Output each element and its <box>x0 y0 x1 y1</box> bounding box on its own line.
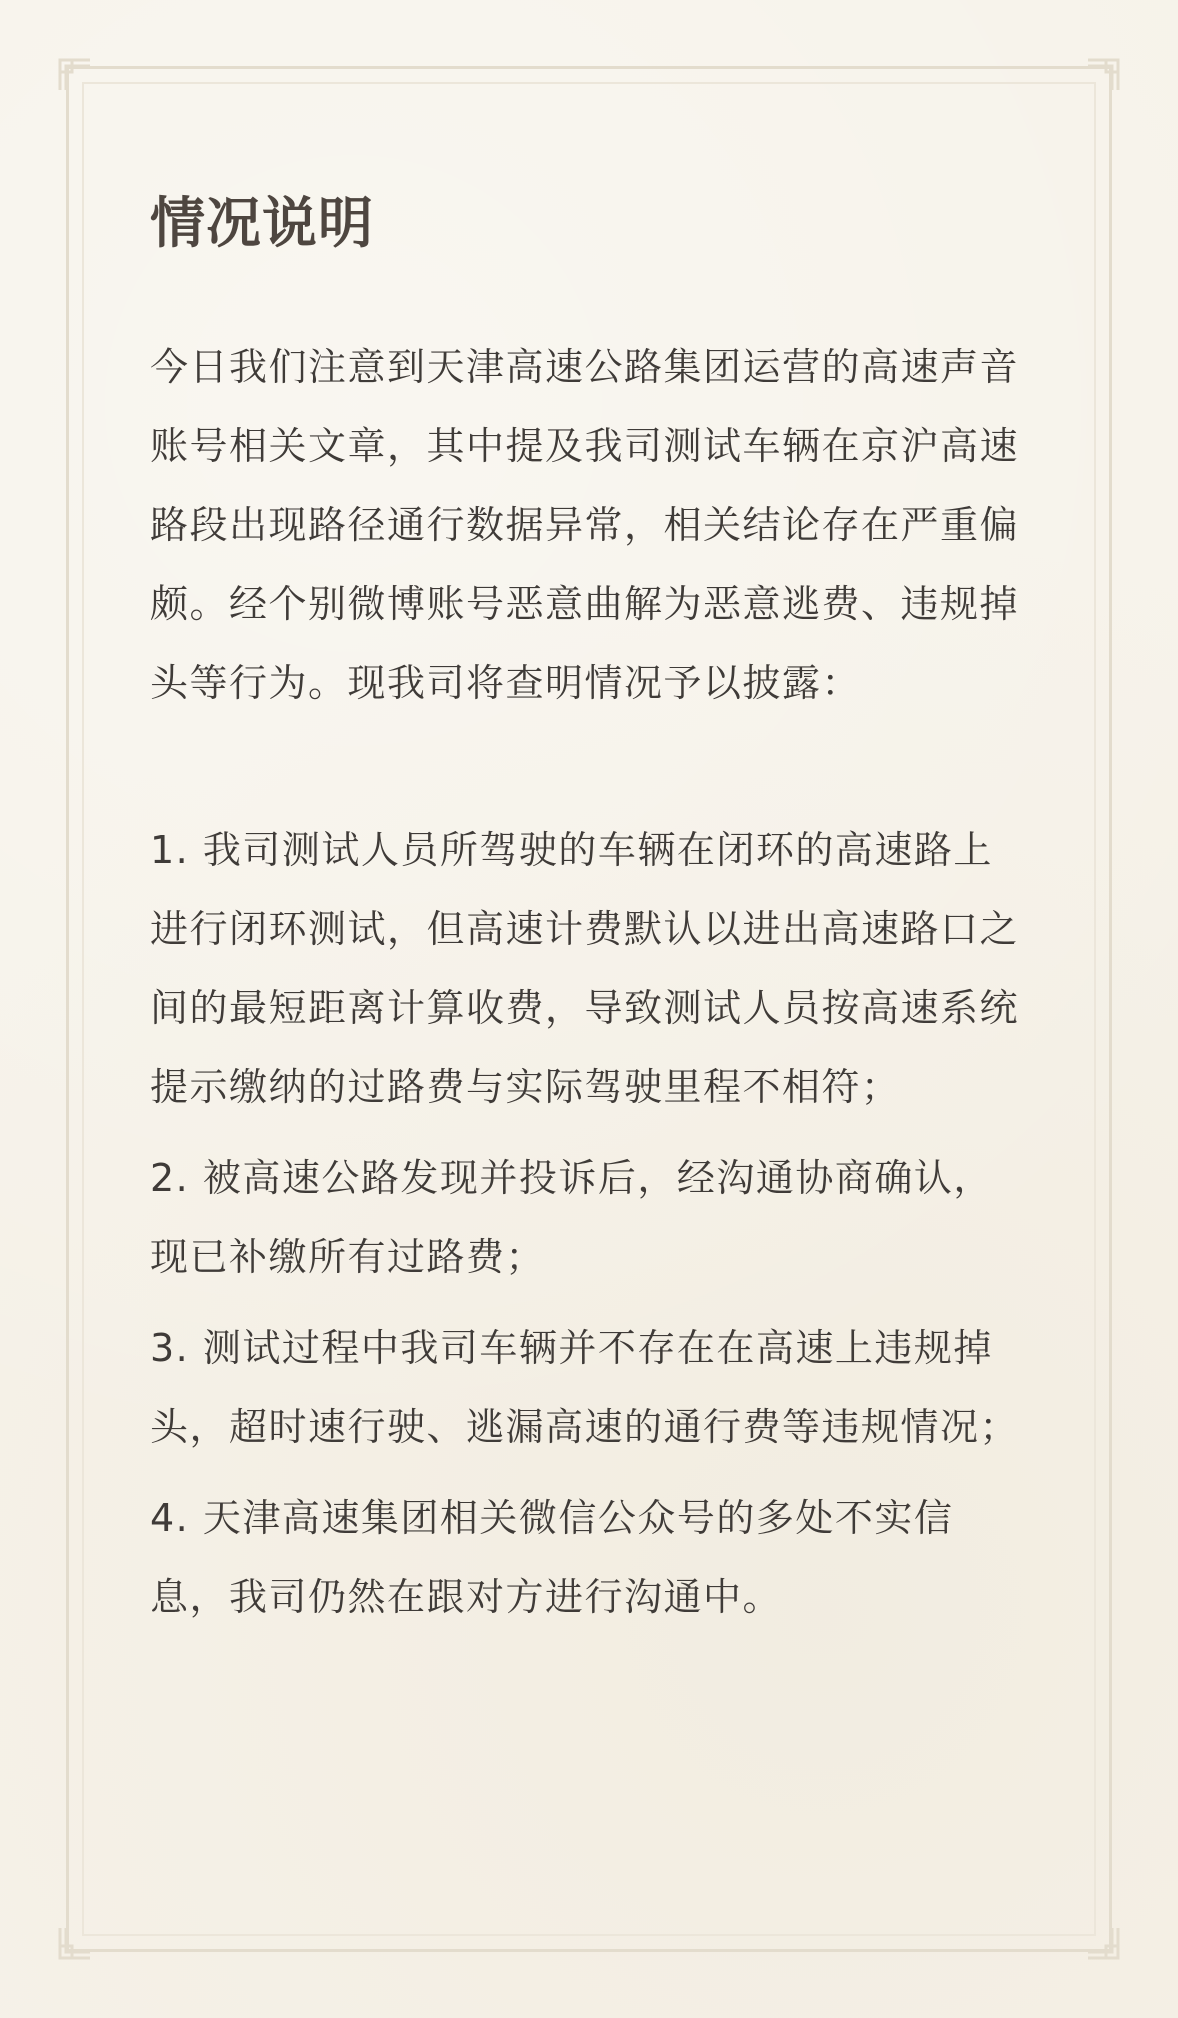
statement-item-1: 1. 我司测试人员所驾驶的车辆在闭环的高速路上进行闭环测试，但高速计费默认以进出高速路口之间的最短距离计算收费，导致测试人员按高速系统提示缴纳的过路费与实际驾驶里程不相符； <box>150 828 1020 1109</box>
corner-ornament-top-right-icon <box>1086 58 1120 92</box>
statement-intro-paragraph: 今日我们注意到天津高速公路集团运营的高速声音账号相关文章，其中提及我司测试车辆在京沪高速路段出现路径通行数据异常，相关结论存在严重偏颇。经个别微博账号恶意曲解为恶意逃费、违规掉头等行为。现我司将查明情况予以披露： <box>150 345 1020 705</box>
corner-ornament-bottom-left-icon <box>58 1926 92 1960</box>
statement-item-2: 2. 被高速公路发现并投诉后，经沟通协商确认，现已补缴所有过路费； <box>150 1156 993 1279</box>
statement-content <box>150 186 1030 1649</box>
statement-item-4: 4. 天津高速集团相关微信公众号的多处不实信息，我司仍然在跟对方进行沟通中。 <box>150 1496 954 1619</box>
corner-ornament-bottom-right-icon <box>1086 1926 1120 1960</box>
statement-title: 情况说明 <box>150 191 375 255</box>
paragraph-spacer <box>150 723 1030 811</box>
corner-ornament-top-left-icon <box>58 58 92 92</box>
statement-item-3: 3. 测试过程中我司车辆并不存在在高速上违规掉头，超时速行驶、逃漏高速的通行费等违规情况； <box>150 1326 1020 1449</box>
